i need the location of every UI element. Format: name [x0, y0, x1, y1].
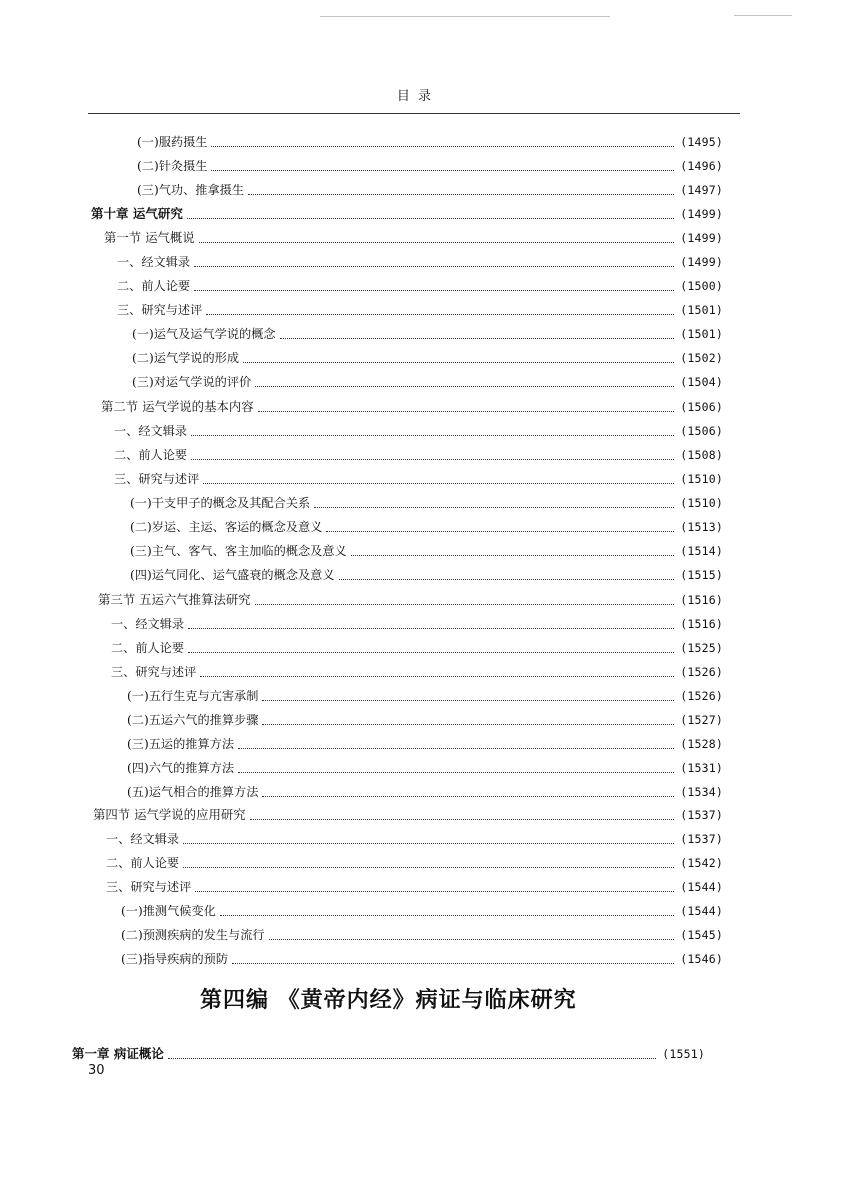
dot-leader: [238, 771, 674, 773]
toc-entry-title: (一)推测气候变化: [121, 904, 216, 918]
dot-leader: [339, 578, 675, 580]
toc-entry-title: 二、前人论要: [106, 856, 180, 870]
dot-leader: [211, 145, 674, 147]
toc-entry-title: (一)干支甲子的概念及其配合关系: [130, 496, 311, 510]
toc-entry-title: (二)运气学说的形成: [132, 351, 240, 365]
toc-page-number: (1537): [680, 808, 723, 822]
toc-subsection: [117, 275, 723, 297]
toc-entry-title: 三、研究与述评: [106, 880, 192, 894]
toc-entry-title: 二、前人论要: [117, 279, 191, 293]
toc-entry-title: 一、经文辑录: [117, 255, 191, 269]
toc-entry-title: (一)服药摄生: [137, 135, 208, 149]
toc-page-number: (1528): [680, 737, 723, 751]
toc-entry: [132, 347, 723, 369]
toc-section: [104, 227, 723, 249]
toc-page-number: (1499): [680, 207, 723, 221]
toc-page-number: (1514): [680, 544, 723, 558]
toc-page-number: (1496): [680, 159, 723, 173]
toc-page-number: (1526): [680, 665, 723, 679]
toc-chapter: [91, 203, 723, 225]
toc-entry: [130, 540, 723, 562]
toc-entry-title: 第一章 病证概论: [72, 1046, 164, 1061]
dot-leader: [232, 962, 674, 964]
dot-leader: [314, 506, 674, 508]
toc-subsection: [114, 444, 723, 466]
toc-subsection: [114, 468, 723, 490]
toc-entry: [127, 757, 723, 779]
dot-leader: [195, 890, 674, 892]
toc-entry-title: (一)运气及运气学说的概念: [132, 327, 276, 341]
toc-page-number: (1513): [680, 520, 723, 534]
toc-page-number: (1504): [680, 375, 723, 389]
toc-entry: [137, 179, 723, 201]
toc-entry-title: 三、研究与述评: [114, 472, 200, 486]
toc-page-number: (1534): [680, 785, 723, 799]
toc-section: [98, 589, 723, 611]
toc-entry-title: (三)主气、客气、客主加临的概念及意义: [130, 544, 347, 558]
page-header: 目 录: [396, 89, 434, 104]
dot-leader: [183, 842, 674, 844]
toc-subsection: [111, 637, 723, 659]
toc-page-number: (1546): [680, 952, 723, 966]
dot-leader: [238, 747, 674, 749]
toc-page-number: (1499): [680, 255, 723, 269]
dot-leader: [211, 169, 674, 171]
toc-page-number: (1544): [680, 904, 723, 918]
toc-page-number: (1510): [680, 472, 723, 486]
toc-page-number: (1527): [680, 713, 723, 727]
toc-entry-title: (四)六气的推算方法: [127, 761, 235, 775]
toc-subsection: [111, 613, 723, 635]
toc-entry-title: (二)针灸摄生: [137, 159, 208, 173]
toc-entry-title: 三、研究与述评: [117, 303, 203, 317]
dot-leader: [248, 193, 674, 195]
toc-page-number: (1545): [680, 928, 723, 942]
dot-leader: [168, 1057, 656, 1059]
toc-page-number: (1495): [680, 135, 723, 149]
page-number: 30: [88, 1063, 105, 1078]
dot-leader: [187, 217, 674, 219]
toc-page-number: (1542): [680, 856, 723, 870]
toc-entry: [127, 733, 723, 755]
toc-page-number: (1525): [680, 641, 723, 655]
toc-entry-title: (三)气功、推拿摄生: [137, 183, 245, 197]
toc-page-number: (1506): [680, 424, 723, 438]
toc-entry: [132, 323, 723, 345]
toc-subsection: [117, 299, 723, 321]
toc-page-number: (1501): [680, 303, 723, 317]
toc-entry: [130, 564, 723, 586]
toc-page-number: (1500): [680, 279, 723, 293]
dot-leader: [188, 651, 674, 653]
toc-entry-title: (四)运气同化、运气盛衰的概念及意义: [130, 568, 335, 582]
toc-entry-title: 二、前人论要: [114, 448, 188, 462]
toc-entry: [121, 924, 723, 946]
toc-entry: [121, 948, 723, 970]
dot-leader: [183, 866, 674, 868]
toc-page-number: (1499): [680, 231, 723, 245]
toc-entry-title: 一、经文辑录: [111, 617, 185, 631]
toc-subsection: [117, 251, 723, 273]
toc-page-number: (1551): [662, 1047, 705, 1061]
dot-leader: [255, 603, 675, 605]
toc-entry: [127, 709, 723, 731]
dot-leader: [269, 938, 675, 940]
toc-page-number: (1510): [680, 496, 723, 510]
toc-subsection: [106, 876, 723, 898]
dot-leader: [220, 914, 674, 916]
dot-leader: [191, 458, 674, 460]
dot-leader: [280, 337, 675, 339]
dot-leader: [206, 313, 674, 315]
toc-entry: [132, 371, 723, 393]
toc-subsection: [106, 828, 723, 850]
toc-entry-title: (三)指导疾病的预防: [121, 952, 229, 966]
toc-entry-title: 第三节 五运六气推算法研究: [98, 592, 251, 607]
toc-page-number: (1506): [680, 400, 723, 414]
toc-subsection: [106, 852, 723, 874]
dot-leader: [258, 410, 675, 412]
toc-entry: [137, 131, 723, 153]
toc-page-number: (1516): [680, 593, 723, 607]
toc-entry-title: 第十章 运气研究: [91, 206, 183, 221]
dot-leader: [250, 818, 675, 820]
toc-page-number: (1526): [680, 689, 723, 703]
toc-entry: [127, 781, 723, 803]
part-title: 第四编 《黄帝内经》病证与临床研究: [200, 987, 577, 1013]
dot-leader: [200, 675, 674, 677]
toc-subsection: [114, 420, 723, 442]
dot-leader: [262, 699, 674, 701]
toc-entry-title: 二、前人论要: [111, 641, 185, 655]
toc-entry-title: 一、经文辑录: [114, 424, 188, 438]
toc-entry-title: (三)对运气学说的评价: [132, 375, 252, 389]
dot-leader: [243, 361, 674, 363]
toc-entry-title: 第四节 运气学说的应用研究: [93, 807, 246, 822]
toc-page-number: (1516): [680, 617, 723, 631]
toc-entry: [121, 900, 723, 922]
toc-entry-title: 第一节 运气概说: [104, 230, 195, 245]
dot-leader: [199, 241, 675, 243]
dot-leader: [194, 265, 674, 267]
dot-leader: [203, 482, 674, 484]
toc-section: [93, 804, 723, 826]
dot-leader: [262, 723, 674, 725]
toc-page-number: (1501): [680, 327, 723, 341]
dot-leader: [191, 434, 674, 436]
toc-page-number: (1497): [680, 183, 723, 197]
toc-section: [101, 396, 723, 418]
toc-entry: [137, 155, 723, 177]
toc-entry-title: (二)岁运、主运、客运的概念及意义: [130, 520, 323, 534]
toc-entry-title: (二)五运六气的推算步骤: [127, 713, 259, 727]
dot-leader: [194, 289, 674, 291]
toc-entry-title: (五)运气相合的推算方法: [127, 785, 259, 799]
toc-page-number: (1544): [680, 880, 723, 894]
toc-page-number: (1502): [680, 351, 723, 365]
toc-entry-title: 三、研究与述评: [111, 665, 197, 679]
toc-final-chapter: [72, 1043, 705, 1065]
toc-page-number: (1537): [680, 832, 723, 846]
toc-entry-title: (三)五运的推算方法: [127, 737, 235, 751]
dot-leader: [188, 627, 674, 629]
dot-leader: [351, 554, 675, 556]
dot-leader: [326, 530, 674, 532]
toc-page-number: (1508): [680, 448, 723, 462]
toc-page-number: (1515): [680, 568, 723, 582]
toc-entry-title: 第二节 运气学说的基本内容: [101, 399, 254, 414]
toc-entry: [130, 492, 723, 514]
toc-entry-title: (二)预测疾病的发生与流行: [121, 928, 265, 942]
dot-leader: [262, 795, 674, 797]
toc-entry-title: 一、经文辑录: [106, 832, 180, 846]
dot-leader: [255, 385, 674, 387]
toc-entry: [130, 516, 723, 538]
toc-entry-title: (一)五行生克与亢害承制: [127, 689, 259, 703]
toc-subsection: [111, 661, 723, 683]
toc-entry: [127, 685, 723, 707]
toc-page-number: (1531): [680, 761, 723, 775]
